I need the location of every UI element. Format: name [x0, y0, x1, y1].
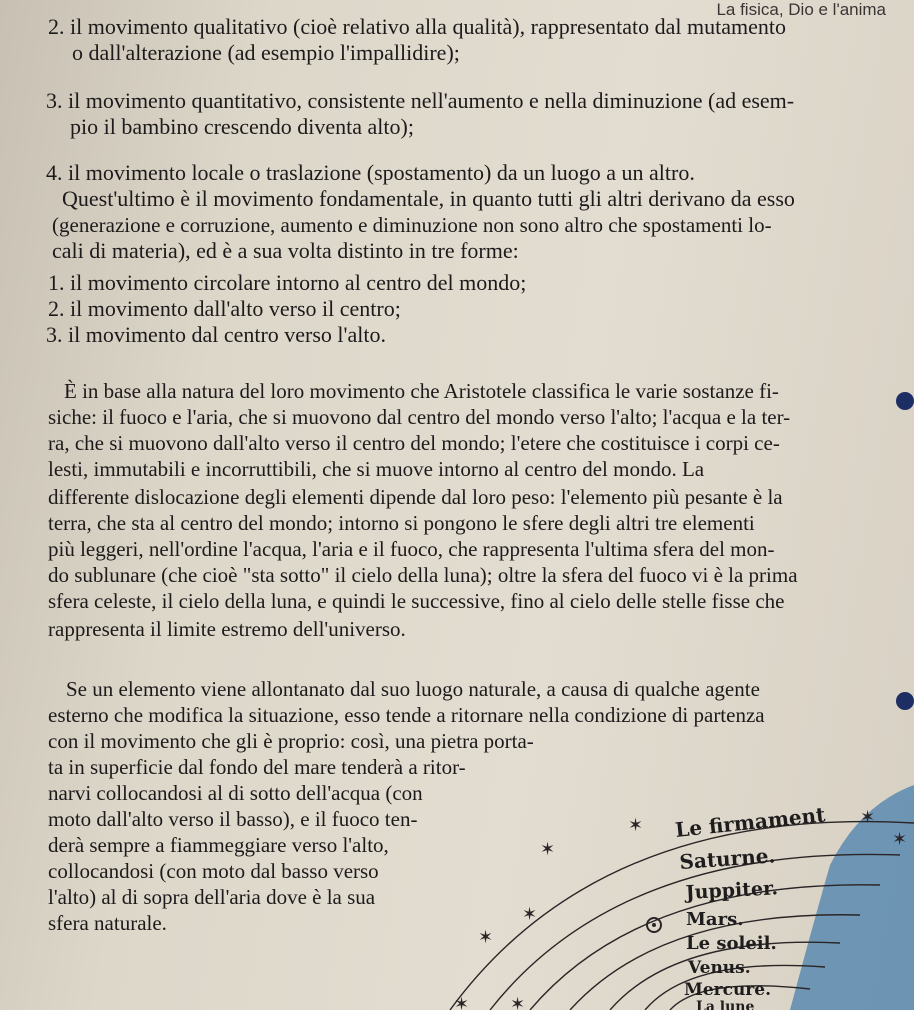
text-line: ra, che si muovono dall'alto verso il centro del mondo; l'etere che costituisce i corpi ce- [48, 431, 780, 455]
text-line: rappresenta il limite estremo dell'universo. [48, 617, 406, 641]
celestial-spheres-illustration [430, 745, 914, 1010]
label-venus: Venus. [688, 958, 751, 978]
star-icon: ✶ [454, 994, 470, 1010]
margin-marker-icon [896, 392, 914, 410]
label-soleil: Le soleil. [686, 933, 777, 954]
text-line: siche: il fuoco e l'aria, che si muovono dal centro del mondo verso l'alto; l'acqua e la ter- [48, 405, 791, 429]
star-icon: ✶ [510, 994, 526, 1010]
text-line: terra, che sta al centro del mondo; intorno si pongono le sfere degli altri tre elementi [48, 511, 755, 535]
text-line: 1. il movimento circolare intorno al centro del mondo; [48, 270, 527, 295]
star-icon: ✶ [478, 927, 494, 947]
star-icon: ✶ [892, 829, 908, 849]
text-line: differente dislocazione degli elementi dipende dal loro peso: l'elemento più pesante è la [48, 485, 783, 509]
text-line: (generazione e corruzione, aumento e diminuzione non sono altro che spostamenti lo- [52, 213, 772, 237]
label-firmament: Le firmament [674, 802, 827, 842]
text-line: pio il bambino crescendo diventa alto); [70, 114, 414, 139]
text-line: 4. il movimento locale o traslazione (spostamento) da un luogo a un altro. [46, 160, 695, 185]
label-juppiter: Juppiter. [685, 877, 779, 904]
star-icon: ✶ [860, 807, 876, 827]
text-line: Quest'ultimo è il movimento fondamentale, in quanto tutti gli altri derivano da esso [62, 186, 795, 211]
text-line: o dall'alterazione (ad esempio l'impallidire); [72, 40, 460, 65]
label-mercure: Mercure. [684, 980, 771, 1000]
star-icon: ✶ [522, 904, 538, 924]
label-lune: La lune [696, 999, 755, 1010]
text-line: derà sempre a fiammeggiare verso l'alto, [48, 833, 389, 857]
running-header: La fisica, Dio e l'anima [716, 0, 886, 19]
text-line: 3. il movimento quantitativo, consistente nell'aumento e nella diminuzione (ad esem- [46, 88, 795, 113]
star-icon: ✶ [628, 815, 644, 835]
text-line: con il movimento che gli è proprio: così, una pietra porta- [48, 729, 534, 753]
text-line: l'alto) al di sopra dell'aria dove è la sua [48, 885, 376, 909]
text-line: narvi collocandosi al di sotto dell'acqua (con [48, 781, 423, 805]
text-line: collocandosi (con moto dal basso verso [48, 859, 379, 883]
text-line: lesti, immutabili e incorruttibili, che si muove intorno al centro del mondo. La [48, 457, 705, 481]
text-line: ta in superficie dal fondo del mare tenderà a ritor- [48, 755, 466, 779]
text-line: moto dall'alto verso il basso), e il fuoco ten- [48, 807, 418, 831]
star-icon: ✶ [540, 839, 556, 859]
text-line: 3. il movimento dal centro verso l'alto. [46, 322, 387, 347]
margin-marker-icon [896, 692, 914, 710]
text-line: esterno che modifica la situazione, esso tende a ritornare nella condizione di partenza [48, 703, 765, 727]
text-line: 2. il movimento dall'alto verso il centro; [48, 296, 401, 321]
text-line: sfera naturale. [48, 911, 167, 935]
label-saturne: Saturne. [678, 843, 777, 874]
text-line: 2. il movimento qualitativo (cioè relativo alla qualità), rappresentato dal mutamento [48, 14, 786, 39]
text-line: sfera celeste, il cielo della luna, e quindi le successive, fino al cielo delle stelle fisse che [48, 589, 785, 613]
text-line: do sublunare (che cioè "sta sotto" il cielo della luna); oltre la sfera del fuoco vi è la prima [48, 563, 798, 587]
text-line: È in base alla natura del loro movimento che Aristotele classifica le varie sostanze fi- [64, 379, 779, 403]
text-line: Se un elemento viene allontanato dal suo luogo naturale, a causa di qualche agente [66, 677, 760, 701]
label-mars: Mars. [686, 909, 744, 930]
text-line: cali di materia), ed è a sua volta distinto in tre forme: [52, 238, 519, 263]
text-line: più leggeri, nell'ordine l'acqua, l'aria e il fuoco, che rappresenta l'ultima sfera del mon- [48, 537, 775, 561]
